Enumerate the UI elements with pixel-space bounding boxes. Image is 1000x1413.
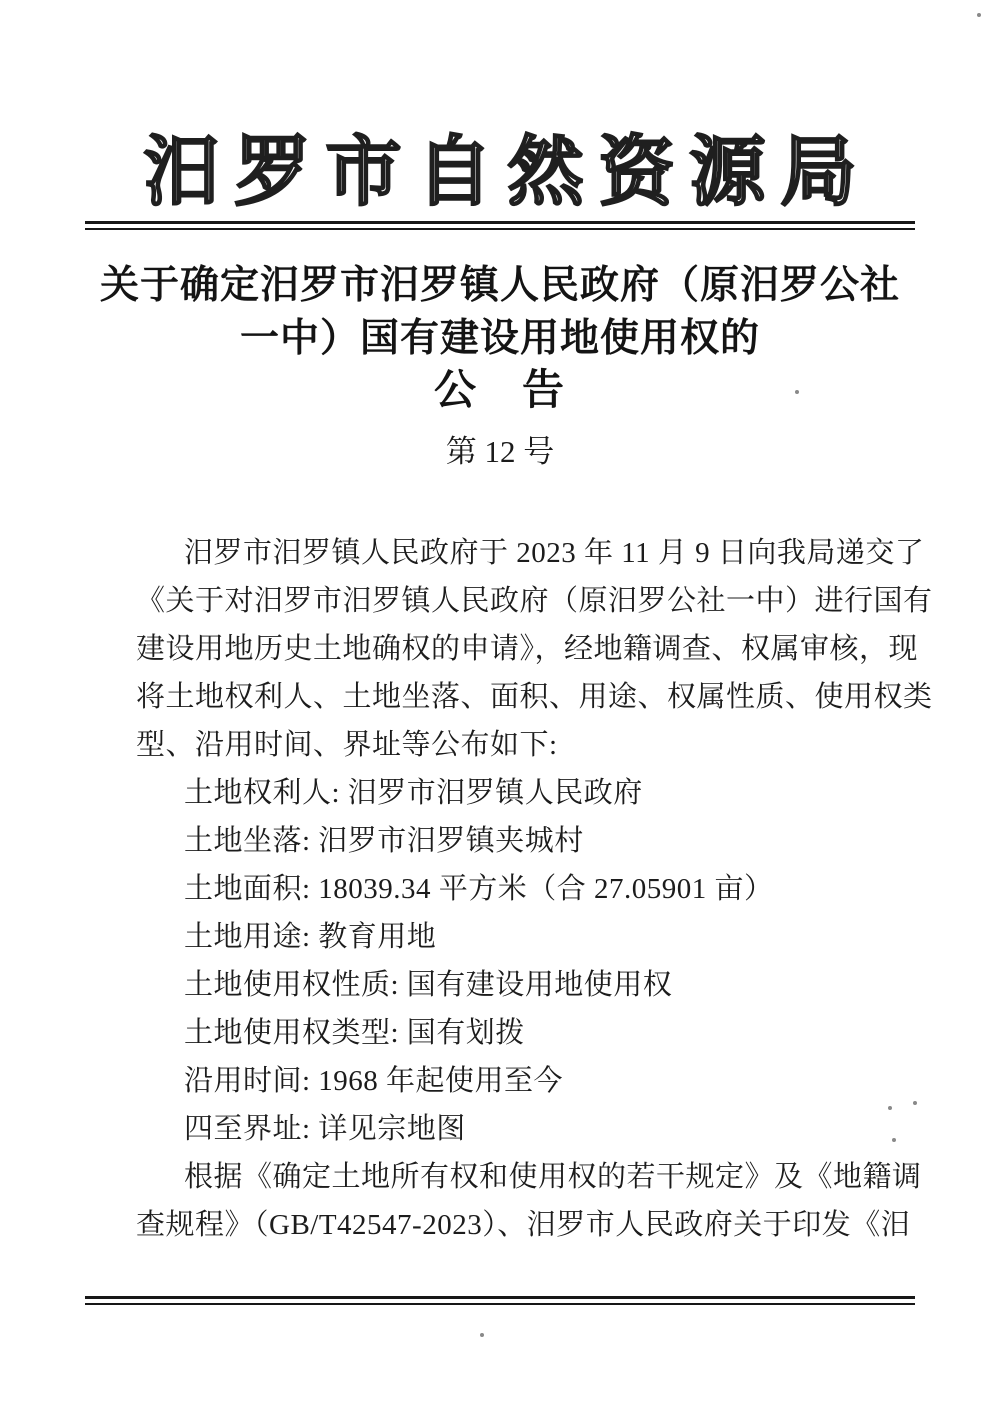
scan-speck	[888, 1106, 892, 1110]
body-line: 汨罗市汨罗镇人民政府于 2023 年 11 月 9 日向我局递交了	[184, 537, 925, 569]
body-line-land-holder: 土地权利人: 汨罗市汨罗镇人民政府	[184, 777, 643, 809]
body-line-land-area: 土地面积: 18039.34 平方米（合 27.05901 亩）	[184, 873, 774, 905]
scan-speck	[480, 1333, 484, 1337]
notice-body	[136, 529, 933, 1249]
body-line: 建设用地历史土地确权的申请》，经地籍调查、权属审核，现	[136, 633, 919, 665]
notice-title-line-3: 公 告	[433, 368, 566, 414]
footer-divider	[85, 1296, 915, 1305]
body-line-right-type: 土地使用权类型: 国有划拨	[184, 1017, 525, 1049]
body-line-land-location: 土地坐落: 汨罗市汨罗镇夹城村	[184, 825, 584, 857]
body-line-right-nature: 土地使用权性质: 国有建设用地使用权	[184, 969, 673, 1001]
body-line-usage-period: 沿用时间: 1968 年起使用至今	[184, 1065, 564, 1097]
notice-title	[0, 259, 1000, 418]
notice-title-line-2: 一中）国有建设用地使用权的	[239, 317, 760, 360]
scan-speck	[795, 390, 799, 394]
body-line: 《关于对汨罗市汨罗镇人民政府（原汨罗公社一中）进行国有	[136, 585, 933, 617]
body-line: 将土地权利人、土地坐落、面积、用途、权属性质、使用权类	[136, 681, 933, 713]
notice-number: 第 12 号	[445, 434, 555, 469]
agency-masthead: 汨罗市自然资源局	[143, 131, 872, 215]
body-line: 查规程》（GB/T42547-2023）、汨罗市人民政府关于印发《汨	[136, 1209, 911, 1241]
body-line-boundaries: 四至界址: 详见宗地图	[184, 1113, 466, 1145]
scan-speck	[977, 13, 981, 17]
notice-title-line-1: 关于确定汨罗市汨罗镇人民政府（原汨罗公社	[99, 264, 900, 307]
scan-speck	[913, 1101, 917, 1105]
masthead-divider	[85, 221, 915, 230]
body-line-land-use: 土地用途: 教育用地	[184, 921, 437, 953]
body-line: 型、沿用时间、界址等公布如下:	[136, 729, 558, 761]
body-line: 根据《确定土地所有权和使用权的若干规定》及《地籍调	[184, 1161, 922, 1193]
scan-speck	[892, 1138, 896, 1142]
